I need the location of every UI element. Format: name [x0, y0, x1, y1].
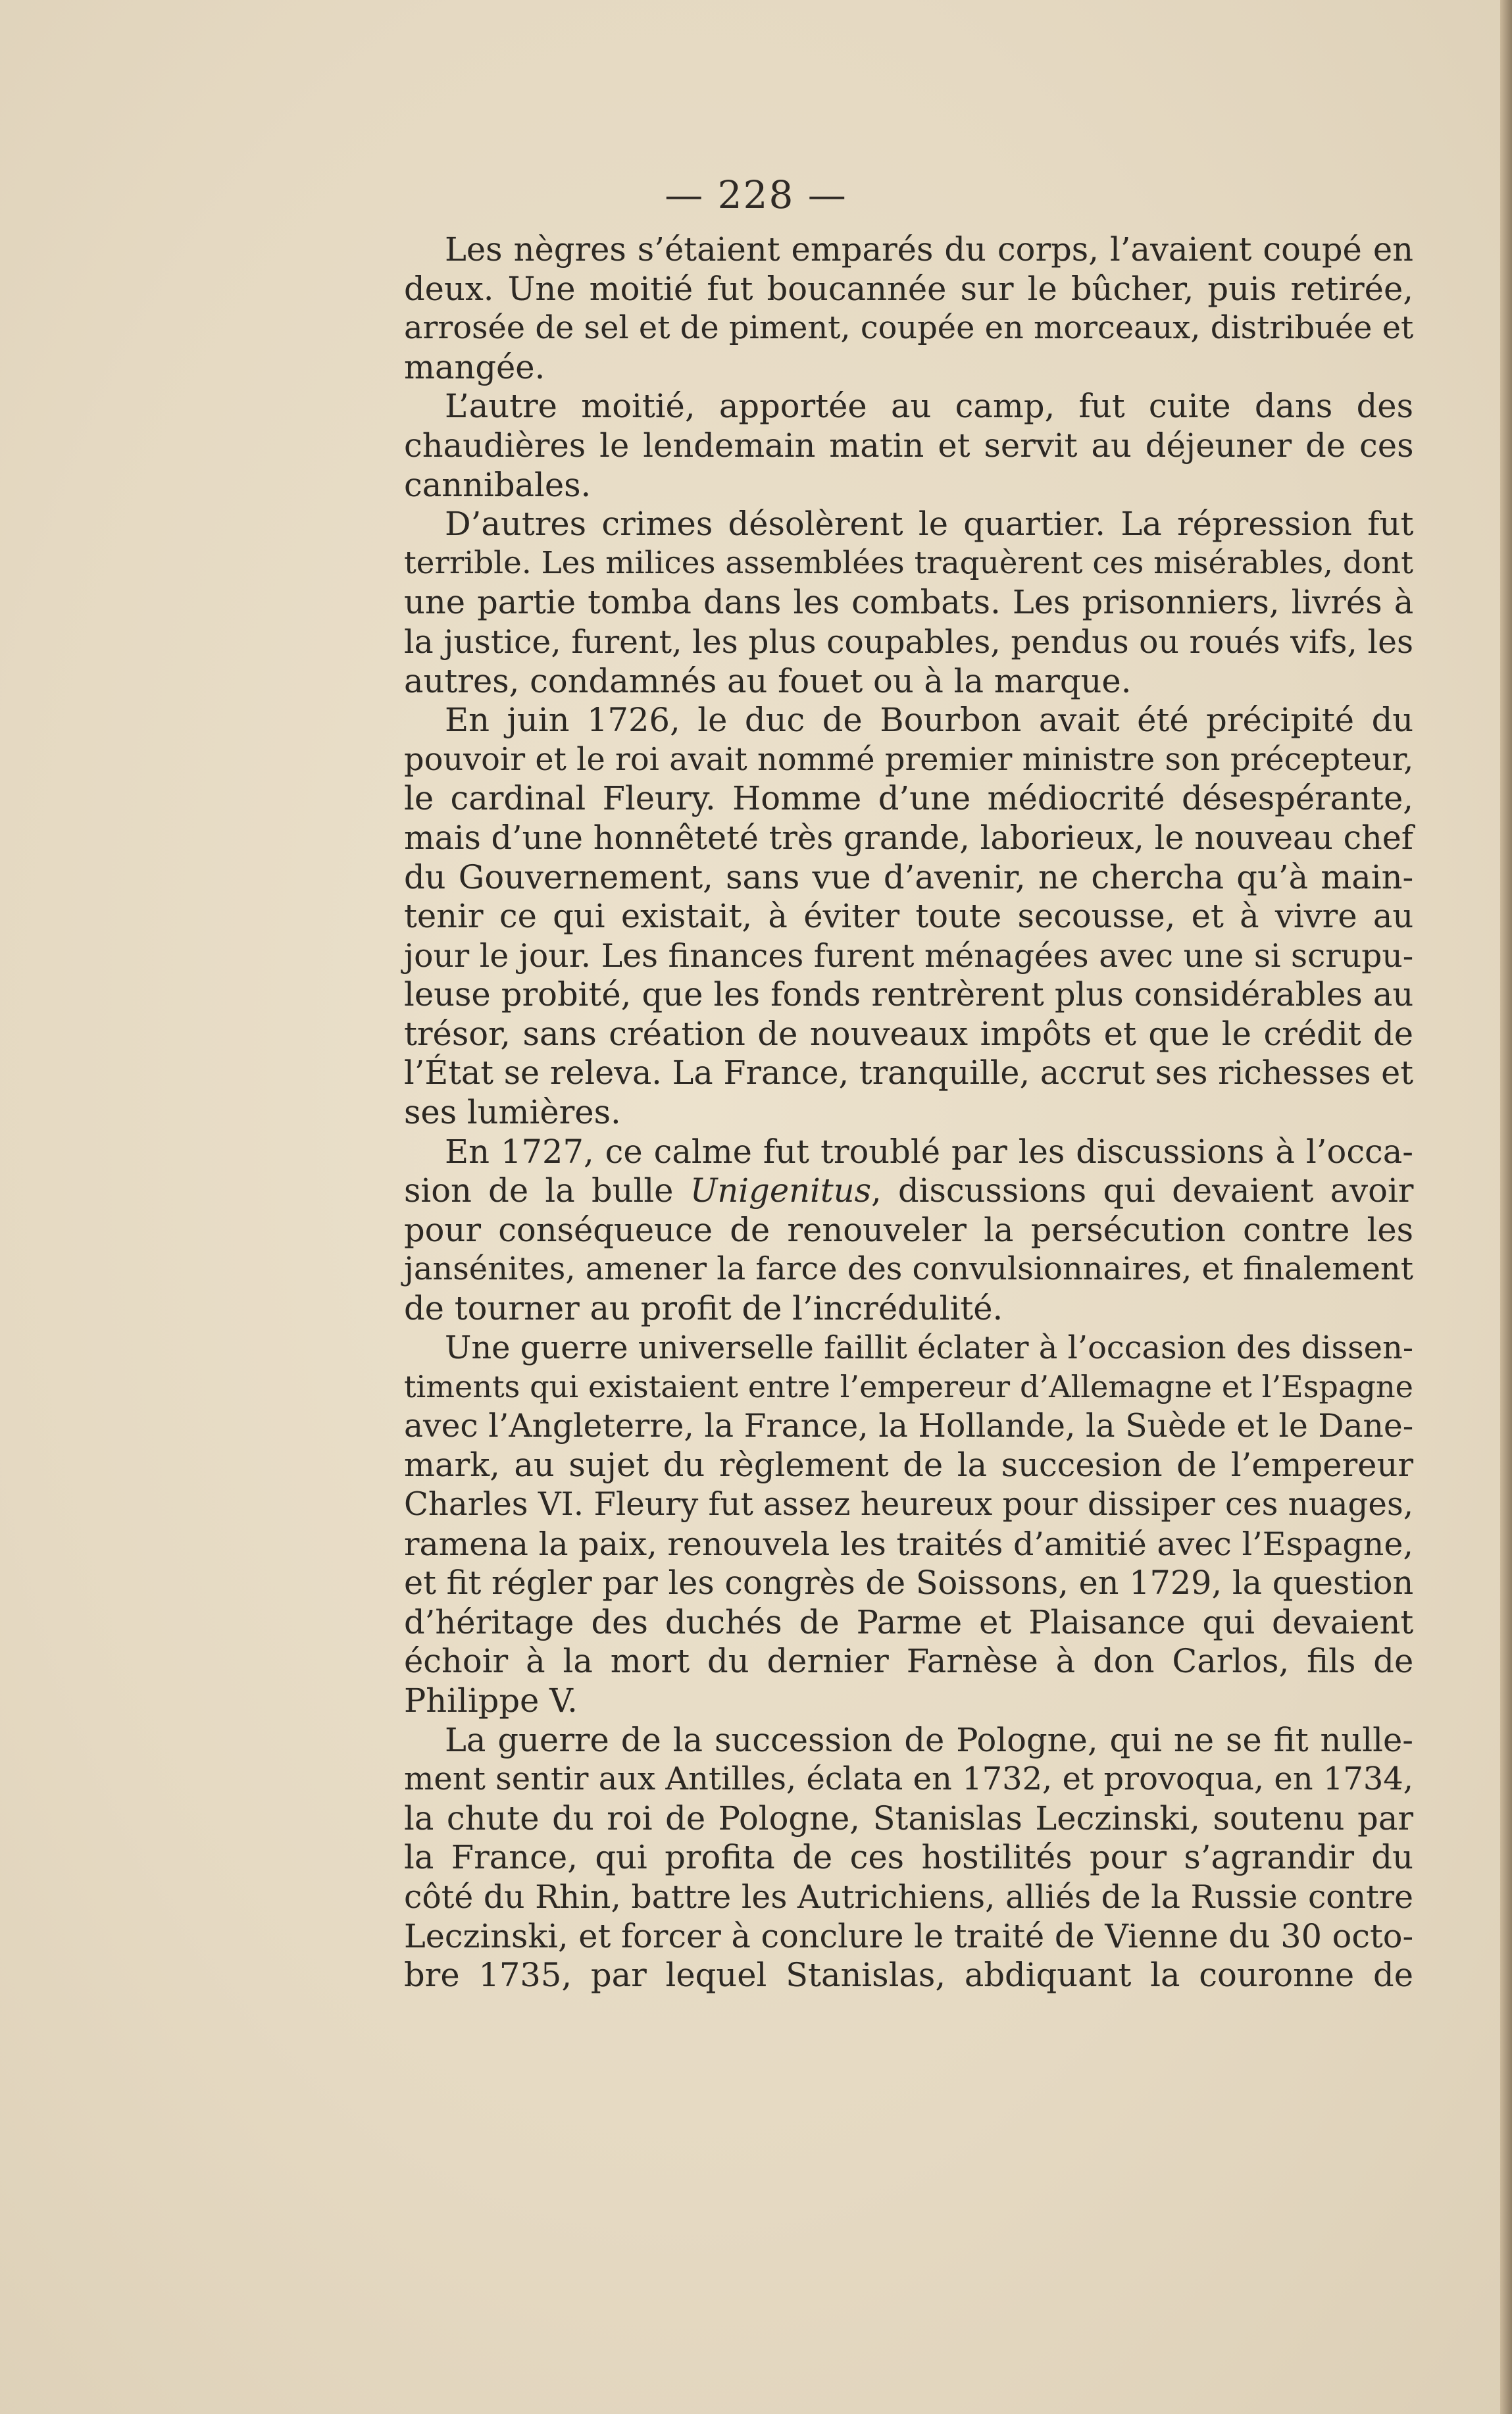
- text-line: pour conséqueuce de renouveler la persécution contre les: [404, 1210, 1414, 1249]
- text-line: échoir à la mort du dernier Farnèse à don Carlos, fils de: [404, 1642, 1414, 1681]
- text-line: En juin 1726, le duc de Bourbon avait été précipité du: [445, 701, 1414, 740]
- text-line: du Gouvernement, sans vue d’avenir, ne chercha qu’à main-: [404, 858, 1414, 896]
- text-line: terrible. Les milices assemblées traquèrent ces misérables, dont: [404, 545, 1413, 581]
- text-line: l’État se releva. La France, tranquille, accrut ses richesses et: [404, 1054, 1414, 1092]
- text-segment: sion de la bulle: [404, 1171, 690, 1210]
- page-number: — 228 —: [665, 172, 847, 217]
- text-line: ses lumières.: [404, 1093, 621, 1132]
- body-text: [404, 230, 1413, 1995]
- text-line: deux. Une moitié fut boucannée sur le bûcher, puis retirée,: [404, 269, 1413, 308]
- text-line: La guerre de la succession de Pologne, qui ne se fit nulle-: [445, 1720, 1413, 1759]
- text-line: la chute du roi de Pologne, Stanislas Leczinski, soutenu par: [404, 1799, 1413, 1837]
- italic-title: Unigenitus: [690, 1171, 871, 1210]
- text-line: pouvoir et le roi avait nommé premier ministre son précepteur,: [404, 741, 1414, 778]
- text-line: jansénites, amener la farce des convulsionnaires, et finalement: [404, 1251, 1413, 1288]
- text-line: mangée.: [404, 347, 545, 386]
- text-line: d’héritage des duchés de Parme et Plaisance qui devaient: [404, 1603, 1414, 1641]
- text-line: Philippe V.: [404, 1681, 578, 1720]
- text-line: chaudières le lendemain matin et servit au déjeuner de ces: [404, 426, 1414, 465]
- text-line: autres, condamnés au fouet ou à la marque.: [404, 661, 1132, 700]
- text-line: leuse probité, que les fonds rentrèrent plus considérables au: [404, 975, 1414, 1014]
- text-line: tenir ce qui existait, à éviter toute secousse, et à vivre au: [404, 897, 1414, 936]
- text-line: Une guerre universelle faillit éclater à l’occasion des dissen-: [445, 1329, 1413, 1366]
- text-line: ment sentir aux Antilles, éclata en 1732, et provoqua, en 1734,: [404, 1761, 1413, 1798]
- text-line: D’autres crimes désolèrent le quartier. La répression fut: [445, 505, 1414, 544]
- text-segment: , discussions qui devaient avoir: [871, 1171, 1414, 1210]
- text-line: Leczinski, et forcer à conclure le traité de Vienne du 30 octo-: [404, 1916, 1414, 1955]
- text-line: bre 1735, par lequel Stanislas, abdiquant la couronne de: [404, 1956, 1413, 1995]
- page-edge: [1500, 0, 1512, 2414]
- text-line: ramena la paix, renouvela les traités d’amitié avec l’Espagne,: [404, 1524, 1413, 1563]
- text-line: le cardinal Fleury. Homme d’une médiocrité désespérante,: [404, 779, 1413, 818]
- text-line: mais d’une honnêteté très grande, laborieux, le nouveau chef: [404, 818, 1413, 857]
- text-line: côté du Rhin, battre les Autrichiens, alliés de la Russie contre: [404, 1878, 1413, 1916]
- text-line: L’autre moitié, apportée au camp, fut cuite dans des: [445, 387, 1413, 426]
- text-line: une partie tomba dans les combats. Les prisonniers, livrés à: [404, 583, 1414, 622]
- text-line: trésor, sans création de nouveaux impôts et que le crédit de: [404, 1014, 1414, 1053]
- text-line: arrosée de sel et de piment, coupée en morceaux, distribuée et: [404, 310, 1414, 347]
- text-line: cannibales.: [404, 465, 592, 504]
- text-line: Les nègres s’étaient emparés du corps, l’avaient coupé en: [445, 230, 1413, 269]
- text-line: et fit régler par les congrès de Soissons, en 1729, la question: [404, 1564, 1414, 1603]
- text-line: avec l’Angleterre, la France, la Hollande, la Suède et le Dane-: [404, 1407, 1414, 1445]
- text-line: mark, au sujet du règlement de la succesion de l’empereur: [404, 1446, 1413, 1485]
- text-line: de tourner au profit de l’incrédulité.: [404, 1289, 1003, 1328]
- text-line: la France, qui profita de ces hostilités pour s’agrandir du: [404, 1838, 1413, 1877]
- text-line: jour le jour. Les finances furent ménagées avec une si scrupu-: [404, 937, 1414, 975]
- text-line: Charles VI. Fleury fut assez heureux pour dissiper ces nuages,: [404, 1486, 1414, 1523]
- text-line: En 1727, ce calme fut troublé par les discussions à l’occa-: [445, 1132, 1413, 1171]
- text-line: timents qui existaient entre l’empereur d’Allemagne et l’Espagne: [404, 1369, 1413, 1405]
- text-line: [404, 1171, 1413, 1211]
- text-line: la justice, furent, les plus coupables, pendus ou roués vifs, les: [404, 623, 1413, 661]
